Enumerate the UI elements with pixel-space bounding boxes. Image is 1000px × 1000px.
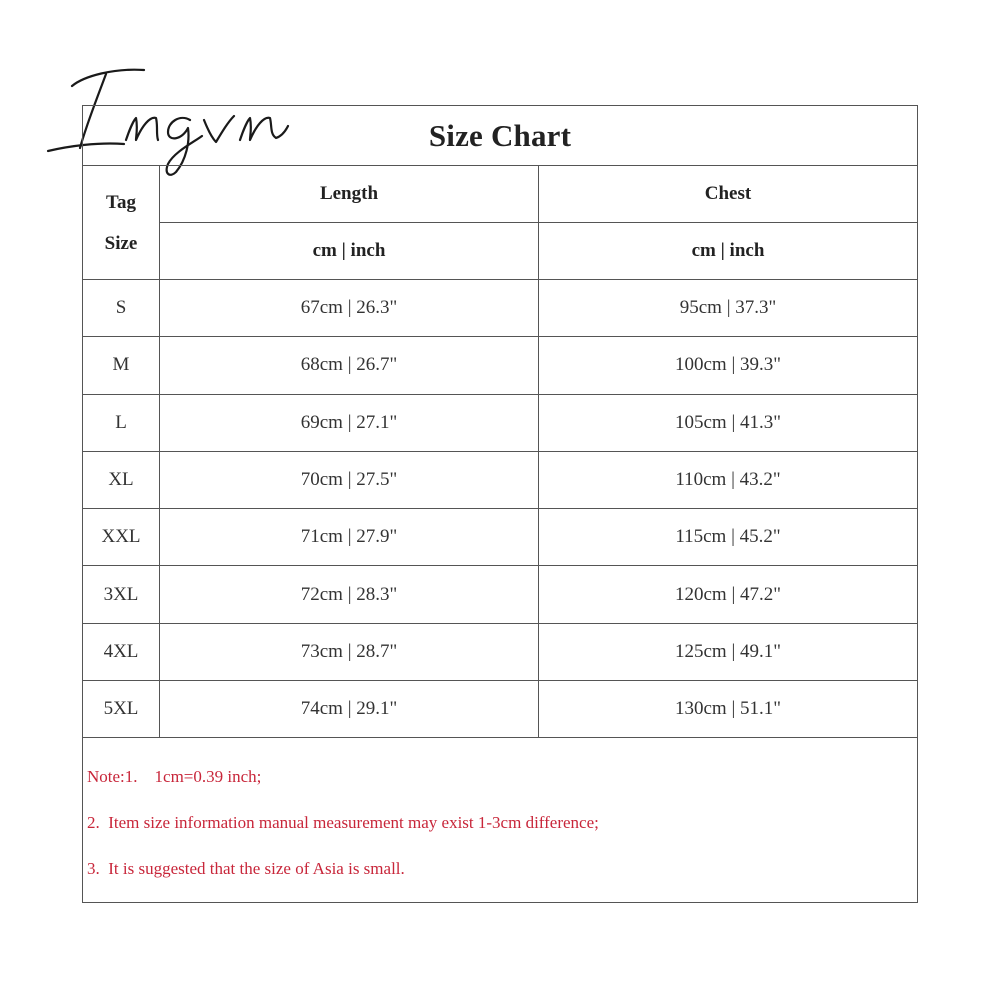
- length-cell: 71cm | 27.9": [160, 509, 539, 566]
- size-cell: M: [83, 337, 160, 394]
- size-cell: 4XL: [83, 623, 160, 680]
- tag-header-line-2: Size: [104, 232, 138, 254]
- chest-cell: 125cm | 49.1": [539, 623, 918, 680]
- size-cell: 3XL: [83, 566, 160, 623]
- tag-header-line-1: Tag: [106, 191, 136, 213]
- table-row: [83, 451, 918, 508]
- chest-cell: 95cm | 37.3": [539, 280, 918, 337]
- size-cell: S: [83, 280, 160, 337]
- length-units-header: cm | inch: [160, 223, 539, 280]
- length-cell: 68cm | 26.7": [160, 337, 539, 394]
- chest-cell: 100cm | 39.3": [539, 337, 918, 394]
- size-chart-frame: [82, 105, 918, 903]
- size-chart-table: [82, 165, 918, 738]
- note-line-2: 2. Item size information manual measurement may exist 1-3cm difference;: [87, 813, 599, 832]
- size-cell: 5XL: [83, 681, 160, 738]
- tag-size-header: [83, 166, 160, 280]
- length-cell: 67cm | 26.3": [160, 280, 539, 337]
- size-cell: L: [83, 394, 160, 451]
- length-cell: 69cm | 27.1": [160, 394, 539, 451]
- length-cell: 72cm | 28.3": [160, 566, 539, 623]
- length-header: Length: [160, 166, 539, 223]
- chest-cell: 105cm | 41.3": [539, 394, 918, 451]
- header-row-labels: [83, 166, 918, 223]
- table-row: [83, 623, 918, 680]
- length-cell: 73cm | 28.7": [160, 623, 539, 680]
- length-cell: 70cm | 27.5": [160, 451, 539, 508]
- table-row: [83, 566, 918, 623]
- note-line-1: Note:1. 1cm=0.39 inch;: [87, 767, 262, 786]
- header-row-units: [83, 223, 918, 280]
- chest-cell: 110cm | 43.2": [539, 451, 918, 508]
- length-cell: 74cm | 29.1": [160, 681, 539, 738]
- table-row: [83, 394, 918, 451]
- table-row: [83, 681, 918, 738]
- chest-header: Chest: [539, 166, 918, 223]
- note-line-3: 3. It is suggested that the size of Asia is small.: [87, 859, 405, 878]
- table-row: [83, 509, 918, 566]
- table-row: [83, 337, 918, 394]
- size-cell: XL: [83, 451, 160, 508]
- chest-units-header: cm | inch: [539, 223, 918, 280]
- size-chart-title: Size Chart: [428, 118, 572, 153]
- size-cell: XXL: [83, 509, 160, 566]
- table-row: [83, 280, 918, 337]
- chest-cell: 115cm | 45.2": [539, 509, 918, 566]
- chest-cell: 120cm | 47.2": [539, 566, 918, 623]
- chest-cell: 130cm | 51.1": [539, 681, 918, 738]
